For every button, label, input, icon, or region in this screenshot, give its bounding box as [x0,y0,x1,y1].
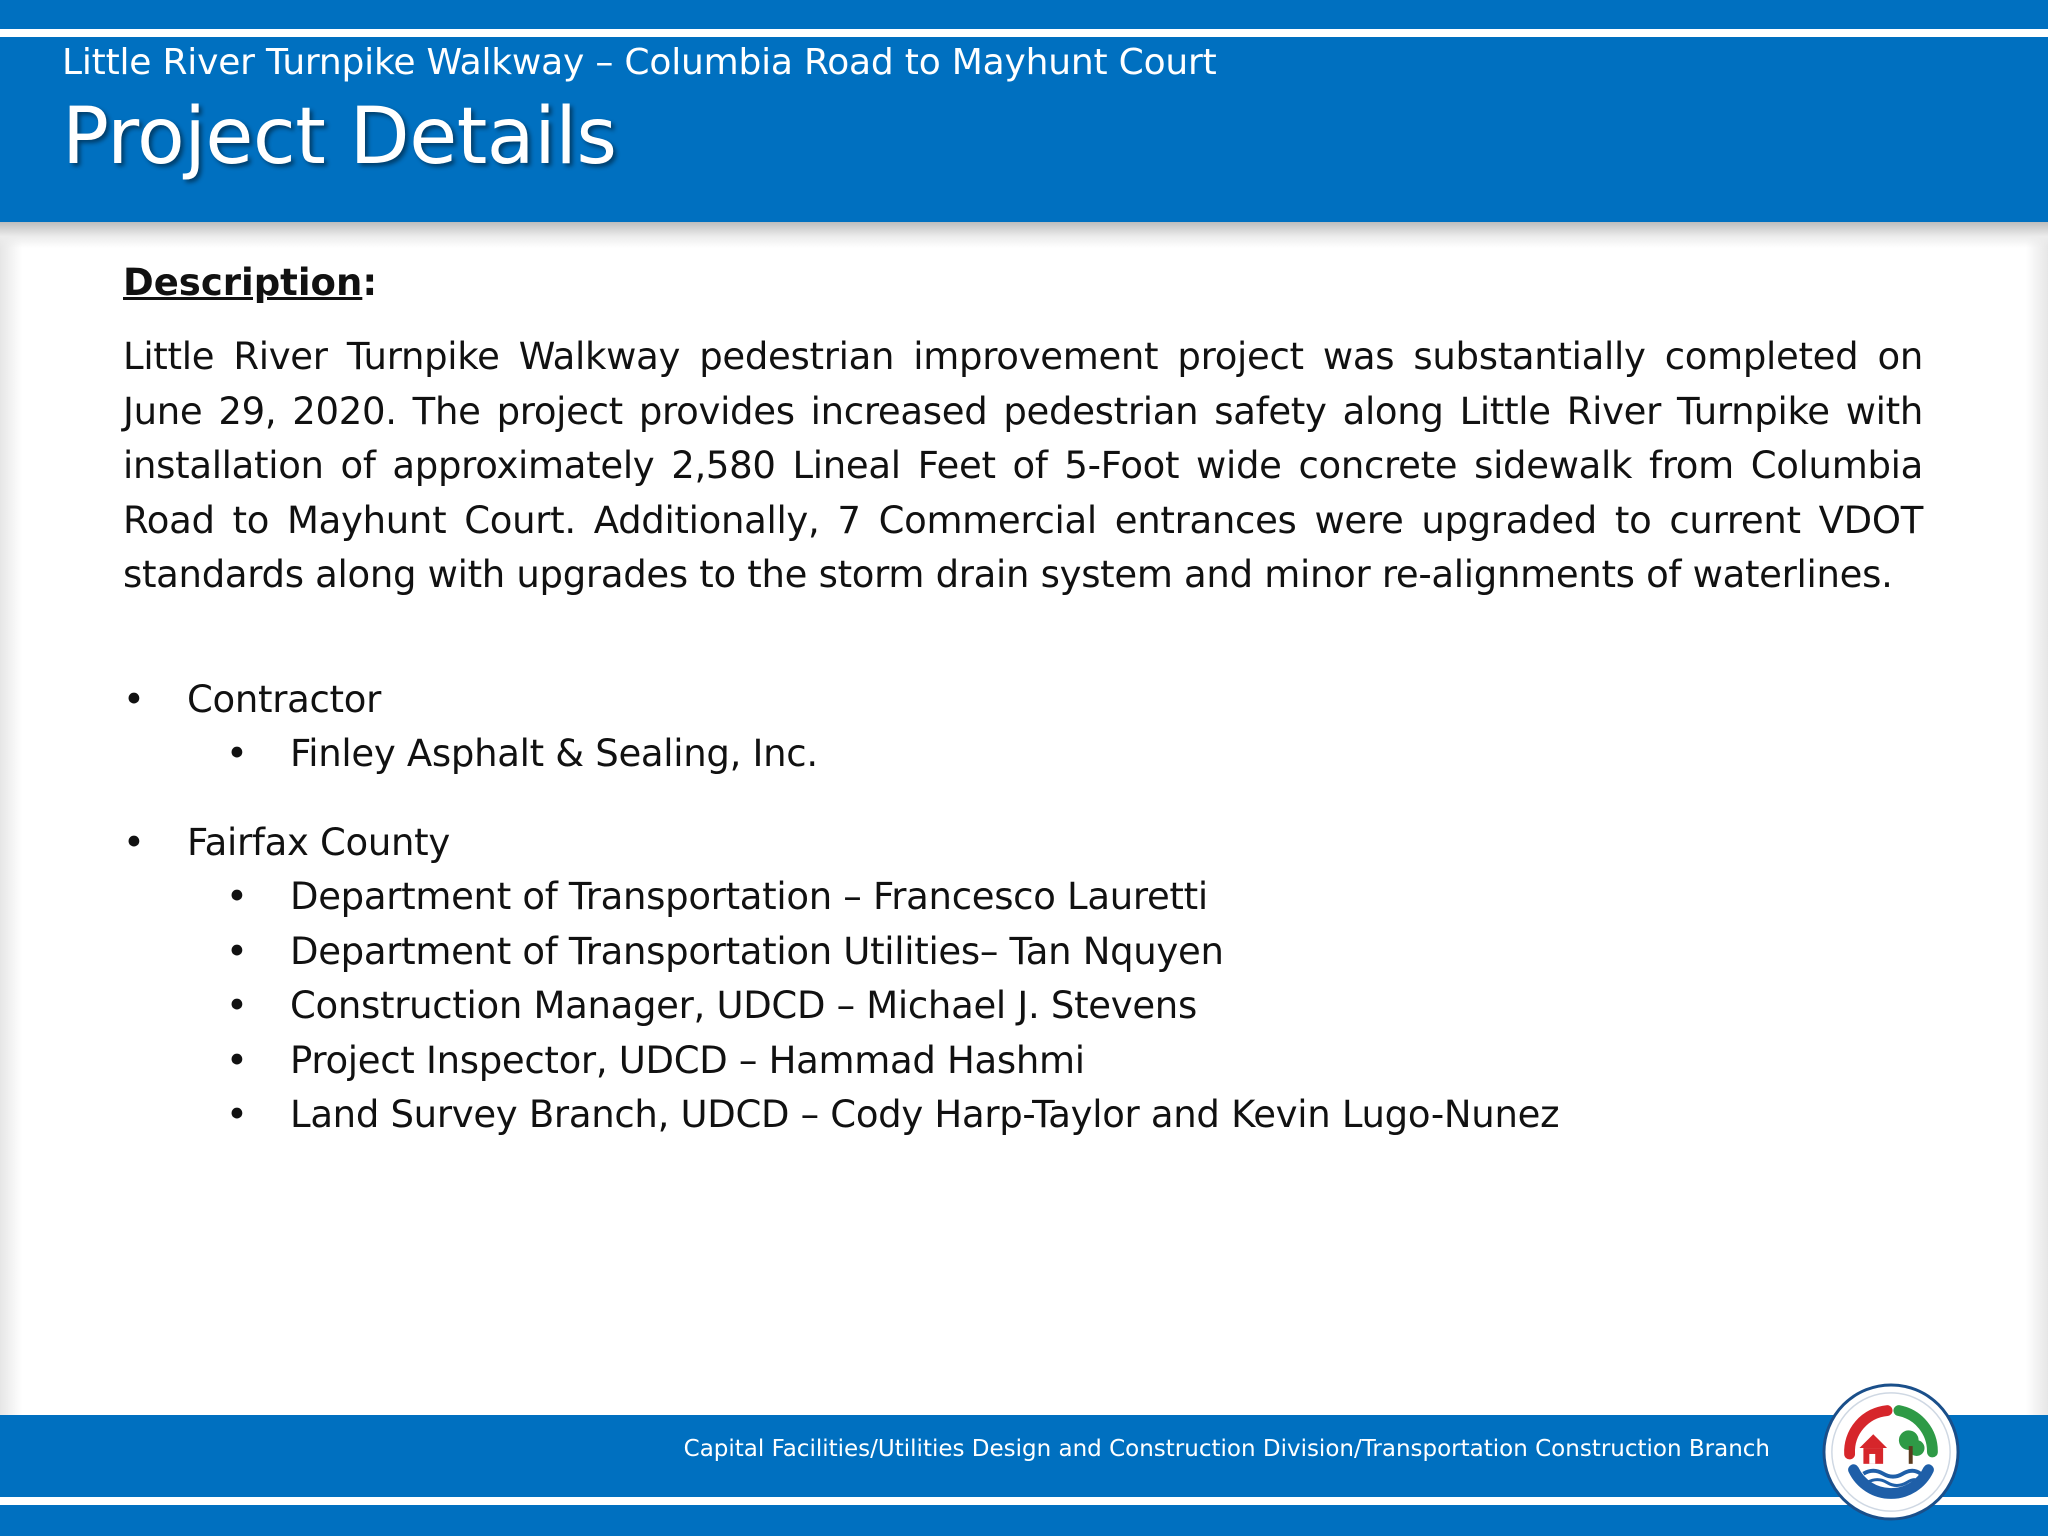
bullet-icon: • [226,984,248,1027]
description-heading-label: Description [123,261,363,304]
list-item [123,1088,1923,1143]
list-item [123,925,1923,980]
list-item [123,870,1923,925]
bullet-icon: • [123,820,145,864]
section-label: Fairfax County [187,820,450,864]
footer-stripe [0,1497,2048,1505]
bullet-icon: • [226,1038,248,1082]
list-item-contractor [123,673,1923,728]
list-item-text: Project Inspector, UDCD – Hammad Hashmi [290,1038,1085,1082]
bullet-icon: • [226,929,248,973]
section-label: Contractor [187,677,382,721]
list-item-text: Construction Manager, UDCD – Michael J. Stevens [290,984,1197,1027]
list-item [123,1034,1923,1089]
list-item [123,727,1923,782]
list-item-text: Department of Transportation – Francesco Lauretti [290,875,1208,918]
footer-band [0,1415,2048,1536]
county-list [123,816,1923,1143]
footer-text: Capital Facilities/Utilities Design and Construction Division/Transportation Construction Branch [683,1436,1770,1462]
bullet-icon: • [226,1093,248,1136]
description-heading-colon: : [362,261,378,304]
header-shadow [0,222,2048,248]
slide-subtitle: Little River Turnpike Walkway – Columbia Road to Mayhunt Court [62,42,1217,83]
slide-content [123,258,1923,1143]
fairfax-county-seal-icon [1822,1383,1960,1521]
list-item-text: Department of Transportation Utilities– Tan Nquyen [290,929,1224,973]
bullet-icon: • [123,677,145,721]
list-item-text: Land Survey Branch, UDCD – Cody Harp-Taylor and Kevin Lugo-Nunez [290,1093,1560,1136]
slide-title: Project Details [62,92,617,182]
spacer [123,782,1923,816]
description-heading [123,258,1923,308]
bullet-icon: • [226,875,248,918]
description-text: Little River Turnpike Walkway pedestrian improvement project was substantially completed on June 29, 2020. The project provides increased pedestrian safety along Little River Turnpike with installation of approximately 2,580 Lineal Feet of 5-Foot wide concrete sidewalk from Columbia Road to Mayhunt Court. Additionally, 7 Commercial entrances were upgraded to current VDOT standards along with upgrades to the storm drain system and minor re-alignments of waterlines. [123,335,1923,596]
header-stripe [0,29,2048,37]
list-item [123,979,1923,1034]
bullet-icon: • [226,732,248,775]
list-item-fairfax-county [123,816,1923,871]
contractor-list [123,673,1923,782]
list-item-text: Finley Asphalt & Sealing, Inc. [290,732,818,775]
